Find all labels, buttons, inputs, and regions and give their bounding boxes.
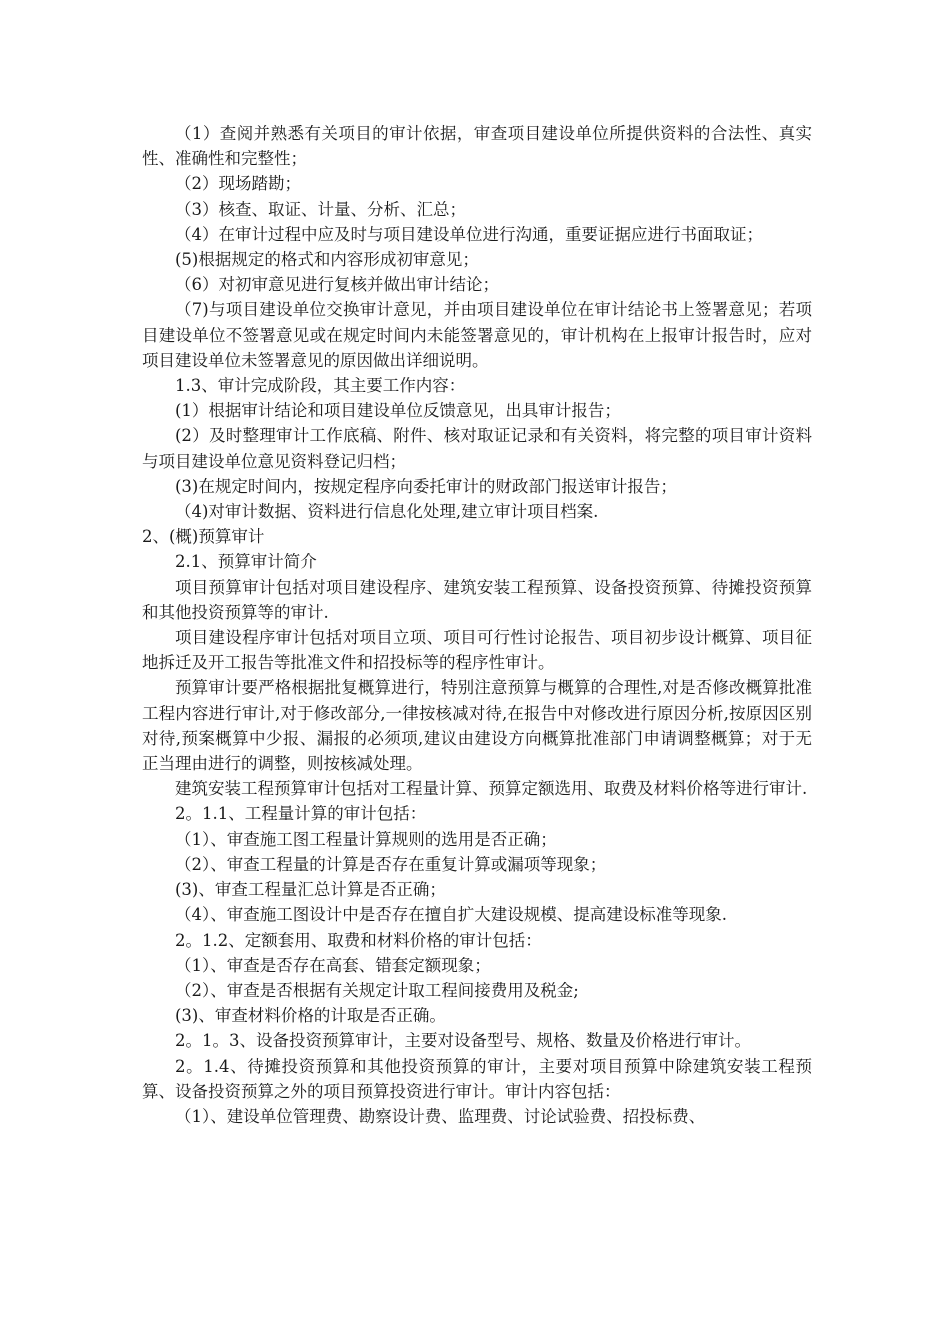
paragraph-budget-vs-estimate: 预算审计要严格根据批复概算进行，特别注意预算与概算的合理性,对是否修改概算批准工程内容进行审计,对于修改部分,一律按核减对待,在报告中对修改进行原因分析,按原因区别对待,预案概算中少报、漏报的必须项,建议由建设方向概算批准部门申请调整概算；对于无正当理由进行的调整，则按核减处理。 <box>142 678 812 774</box>
paragraph-issue-report: (1）根据审计结论和项目建设单位反馈意见，出具审计报告； <box>175 401 621 421</box>
paragraph-archive-materials: (2）及时整理审计工作底稿、附件、核对取证记录和有关资料，将完整的项目审计资料与项目建设单位意见资料登记归档； <box>142 426 812 471</box>
paragraph-submit-report: (3)在规定时间内，按规定程序向委托审计的财政部门报送审计报告； <box>175 476 677 496</box>
paragraph-budget-audit-scope: 项目预算审计包括对项目建设程序、建筑安装工程预算、设备投资预算、待摊投资预算和其他投资预算等的审计. <box>142 577 812 622</box>
list-item-material-price: (3)、审查材料价格的计取是否正确。 <box>175 1006 446 1026</box>
section-heading-1-3: 1.3、审计完成阶段，其主要工作内容： <box>175 376 466 396</box>
section-heading-2-1-2: 2。1.2、定额套用、取费和材料价格的审计包括： <box>175 930 542 950</box>
list-item-quantity-rules: （1）、审查施工图工程量计算规则的选用是否正确； <box>175 829 557 849</box>
paragraph-preliminary-opinion: (5)根据规定的格式和内容形成初审意见； <box>175 250 479 270</box>
section-heading-2-1-4: 2。1.4、待摊投资预算和其他投资预算的审计，主要对项目预算中除建筑安装工程预算、设备投资预算之外的项目预算投资进行审计。审计内容包括： <box>142 1056 812 1101</box>
section-heading-2-1: 2.1、预算审计简介 <box>175 552 317 572</box>
list-item-management-fees: （1）、建设单位管理费、勘察设计费、监理费、讨论试验费、招投标费、 <box>175 1106 706 1126</box>
paragraph-verify-collect: （3）核查、取证、计量、分析、汇总； <box>175 199 466 219</box>
section-heading-2-1-3: 2。1。3、设备投资预算审计，主要对设备型号、规格、数量及价格进行审计。 <box>175 1031 751 1051</box>
document-body <box>142 121 812 1129</box>
paragraph-review-basis: （1）查阅并熟悉有关项目的审计依据，审查项目建设单位所提供资料的合法性、真实性、准确性和完整性； <box>142 124 812 169</box>
paragraph-exchange-opinions: （7)与项目建设单位交换审计意见，并由项目建设单位在审计结论书上签署意见；若项目建设单位不签署意见或在规定时间内未能签署意见的，审计机构在上报审计报告时，应对项目建设单位未签署意见的原因做出详细说明。 <box>142 300 812 370</box>
paragraph-procedure-audit: 项目建设程序审计包括对项目立项、项目可行性讨论报告、项目初步设计概算、项目征地拆迁及开工报告等批准文件和招投标等的程序性审计。 <box>142 628 812 673</box>
section-heading-2-1-1: 2。1.1、工程量计算的审计包括： <box>175 804 427 824</box>
paragraph-construction-budget-audit: 建筑安装工程预算审计包括对工程量计算、预算定额选用、取费及材料价格等进行审计. <box>175 779 808 799</box>
list-item-indirect-costs: （2）、审查是否根据有关规定计取工程间接费用及税金; <box>175 980 579 1000</box>
list-item-scale-expansion: （4）、审查施工图设计中是否存在擅自扩大建设规模、提高建设标准等现象. <box>175 905 727 925</box>
paragraph-digitize-data: （4)对审计数据、资料进行信息化处理,建立审计项目档案. <box>175 502 599 522</box>
paragraph-site-survey: （2）现场踏勘； <box>175 174 301 194</box>
paragraph-communication: （4）在审计过程中应及时与项目建设单位进行沟通，重要证据应进行书面取证； <box>175 224 763 244</box>
list-item-duplicate-calc: （2）、审查工程量的计算是否存在重复计算或漏项等现象； <box>175 854 607 874</box>
list-item-summary-calc: (3)、审查工程量汇总计算是否正确； <box>175 880 446 900</box>
list-item-quota-misuse: （1）、审查是否存在高套、错套定额现象； <box>175 955 491 975</box>
section-heading-2: 2、(概)预算审计 <box>142 527 265 547</box>
paragraph-review-conclusion: （6）对初审意见进行复核并做出审计结论； <box>175 275 499 295</box>
